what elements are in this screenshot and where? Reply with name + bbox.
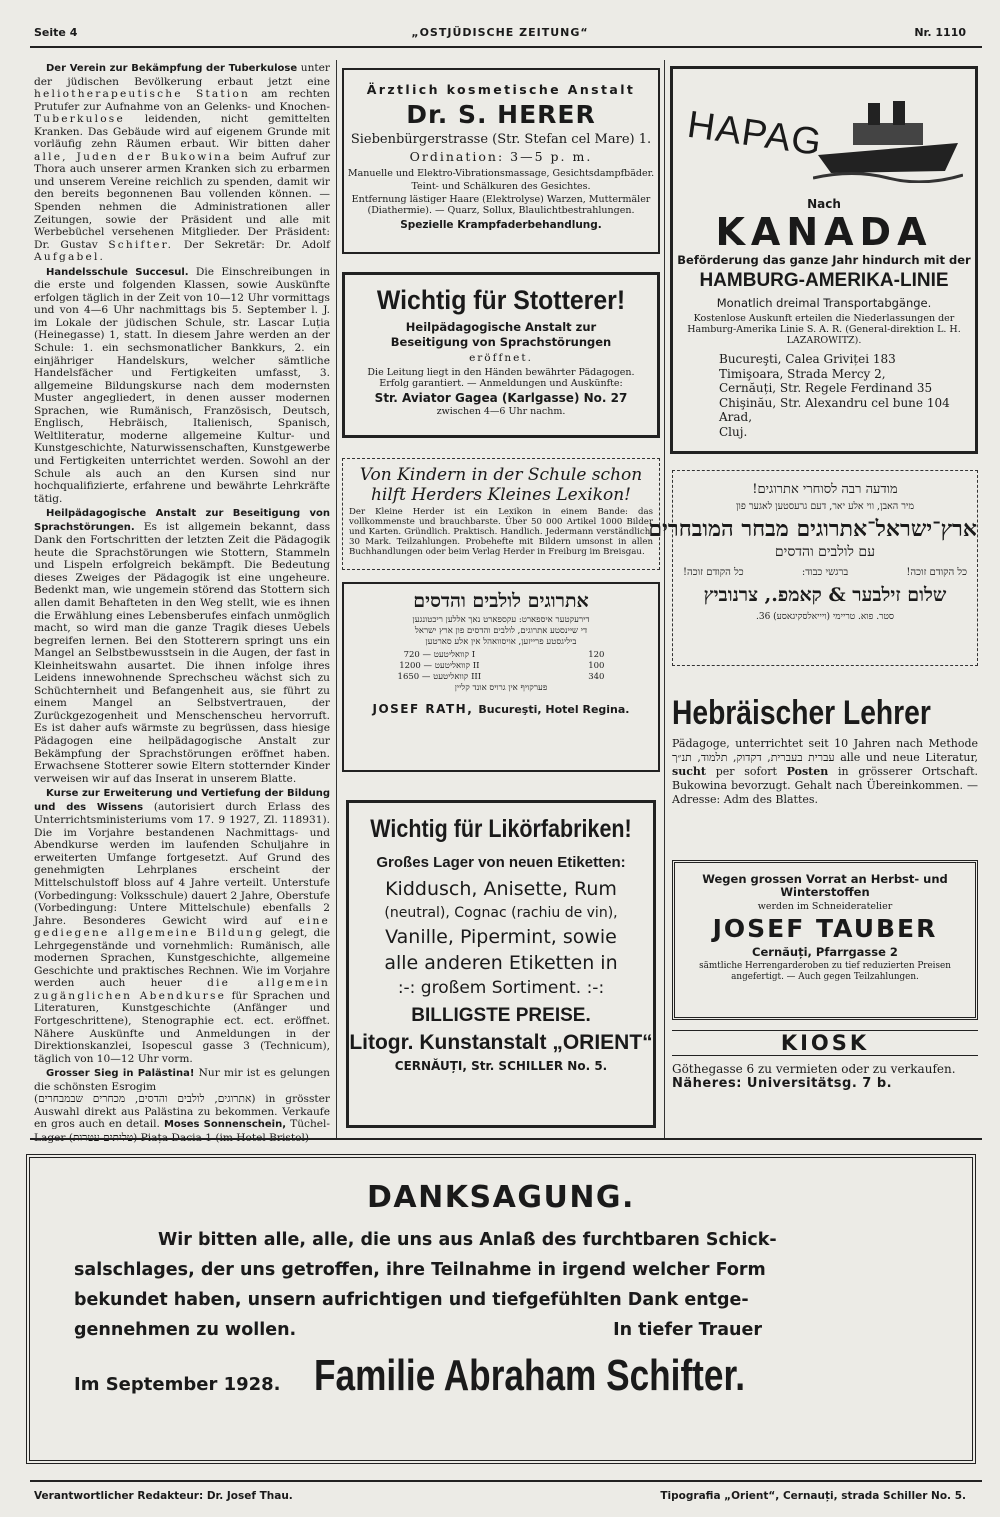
article-tuberkulose: Der Verein zur Bekämpfung der Tuberkulose unter der jüdischen Bevölkerung erbaut jetzt eine heliotherapeutische Station am rechten Prutufer zur Aufnahme von an Gelenks- und Knochen-Tuberkulose leidenden, nicht gemittelten Kranken. Das Gebäude wird auf eigenem Grunde mit vorläufig zehn Räumen erbaut. Wir bitten daher alle, Juden der Bukowina beim Aufruf zur Thora auch unserer armen Kranken sich zu erbarmen und unserem Vereine reichlich zu spenden, damit wir den bereits begonnenen Bau vollenden können. — Spenden nehmen die Administrationen aller Zeitungen, sowie der Präsident und alle mit Werbebüchel versehenen Mitglieder. Der Präsident: Dr. Gustav Schifter. Der Sekretär: Dr. Adolf Aufgabel.	[34, 62, 331, 264]
column-divider-1	[336, 60, 337, 1138]
ad-rath: אתרוגים לולבים והדסים דירעקטער איספארט: עקספארט נאך אללען ריכטונגען די שיינסטע אתרוגים, לולבים והדסים פון ארץ ישראל ביליגסטע פרייזען, אויסוואהל אין אלע סארטען 720 — קוואליטעט I 1200 — קוואליטעט II 1650 — קוואליטעט III 120 100 340 פערקויף אין גרויס אונד קליין JOSEF RATH, Bucureşti, Hotel Regina.	[342, 582, 660, 772]
dank-text: Wir bitten alle, alle, die uns aus Anlaß des furchtbaren Schick- salschlages, der uns getroffen, ihre Teilnahme in irgend welcher Form bekundet haben, unsern aufrichtigen und tiefgefühlten Dank entge- gennehmen zu wollen. In tiefer Trauer	[74, 1230, 777, 1340]
ad-stotterer: Wichtig für Stotterer! Heilpädagogische Anstalt zur Beseitigung von Sprachstörungen eröffnet. Die Leitung liegt in den Händen bewährter Pädagogen. Erfolg garantiert. — Anmeldungen und Auskünfte: Str. Aviator Gagea (Karlgasse) No. 27 zwischen 4—6 Uhr nachm.	[342, 272, 660, 438]
ad-lehrer: Hebräischer Lehrer Pädagoge, unterrichtet seit 10 Jahren nach Methode עברית בעברית, דקדוק, תלמוד, תנ״ך alle und neue Literatur, sucht per sofort Posten in grösserer Ortschaft. Bukowina bevorzugt. Gehalt nach Übereinkommen. — Adresse: Adm des Blattes.	[672, 694, 978, 806]
ship-icon	[813, 83, 963, 183]
page-number: Seite 4	[34, 26, 78, 39]
ad-hapag: HAPAG Nach KANADA Beförderung das ganze Jahr hindurch mit der HAMBURG-AMERIKA-LINIE Monatlich dreimal Transportabgänge. Kostenlose Auskunft erteilen die Niederlassungen der Hamburg-Amerika Linie S. A. R. (General-direktion L. H. LAZAROWITZ). Bucureşti, Calea Griviței 183 Timişoara, Strada Mercy 2, Cernăuți, Str. Regele Ferdinand 35 Chişinău, Str. Alexandru cel bune 104 Arad, Cluj.	[670, 66, 978, 454]
price-table: 720 — קוואליטעט I 1200 — קוואליטעט II 1650 — קוואליטעט III 120 100 340	[397, 650, 605, 682]
hapag-logo: HAPAG	[673, 69, 975, 197]
header-rule	[30, 46, 982, 48]
ad-herder: Von Kindern in der Schule schon hilft Herders Kleines Lexikon! Der Kleine Herder ist ein Lexikon in einem Bande: das vollkommenste und brauchbarste. Über 50 000 Artikel 1000 Bilder und Karten. Gründlich. Praktisch. Handlich. Jedermann verständlich. 30 Mark. Teilzahlungen. Probehefte mit Bildern umsonst in allen Buchhandlungen oder beim Verlag Herder in Freiburg im Breisgau.	[342, 458, 660, 570]
issue-number: Nr. 1110	[914, 26, 966, 39]
footer-rule	[30, 1480, 982, 1482]
ad-tauber: Wegen grossen Vorrat an Herbst- und Winterstoffen werden im Schneideratelier JOSEF TAUBER Cernăuți, Pfarrgasse 2 sämtliche Herrengarderoben zu tief reduzierten Preisen angefertigt. — Auch gegen Teilzahlungen.	[672, 860, 978, 1020]
lehrer-text: Pädagoge, unterrichtet seit 10 Jahren nach Methode עברית בעברית, דקדוק, תלמוד, תנ״ך alle und neue Literatur, sucht per sofort Posten in grösserer Ortschaft. Bukowina bevorzugt. Gehalt nach Übereinkommen. — Adresse: Adm des Blattes.	[672, 737, 978, 806]
article-kurse: Kurse zur Erweiterung und Vertiefung der Bildung und des Wissens (autorisiert durch Erlass des Unterrichtsministeriums vom 17. 9 1927, Zl. 118931). Die im Vorjahre bestandenen Nachmittags- und Abendkurse werden im laufenden Schuljahre in erweiterten Umfange fortgesetzt. Auf Grund des genehmigten Lehrplanes erscheint der Mittelschulstoff bloss auf 4 Jahre verteilt. Unterstufe (Vorbedingung: Volksschule) dauert 2 Jahre, Oberstufe (Vorbedingung: Untere Mittelschule) ebenfalls 2 Jahre. Besonderes Gewicht wird auf eine gediegene allgemeine Bildung gelegt, die Lehrgegenstände und vornehmlich: Rumänisch, alle modernen Sprachen, Kunstgeschichte, allgemeine Geschichte und praktisches Rechnen. Wie im Vorjahre werden auch heuer die allgemein zugänglichen Abendkurse für Sprachen und Literaturen, Kunstgeschichte (Anfänger und Fortgeschrittene), Stenographie ect. ect. eröffnet. Nähere Auskünfte und Anmeldungen in der Direktionskanzlei, Isopescul gasse 3 (Technicum), täglich von 10—12 Uhr vorm.	[34, 788, 331, 1065]
footer-editor: Verantwortlicher Redakteur: Dr. Josef Thau.	[34, 1490, 293, 1502]
ad-hebrew-etrogim: מודעה רבה לסוחרי אתרוגים! מיר האבן, ווי אלע יאר, דעם גרעסטען לאגער פון ארץ־ישראל־אתרוגים מבחר המובחרים עם לולבים והדסים כל הקודם זוכה! ברגשי כבוד: כל הקודם זוכה! שלום זילבער & קאמפ., צרנוביץ סטר. פוא. טריימי (ויייאלסקיגאסע) 36.	[672, 470, 978, 666]
article-heilpaedagogik: Heilpädagogische Anstalt zur Beseitigung von Sprachstörungen. Es ist allgemein bekannt, dass Dank den Fortschritten der letzten Zeit die Pädagogik heute die Sprachstörungen wie Stottern, Stammeln und Lispeln erfolgreich bekämpft. Die Bedeutung dieses Zweiges der Pädagogik ist eine ungeheure. Bedenkt man, wie ungemein störend das Stottern sich allen damit Behafteten in den Weg stellt, wie es ihnen die Erwählung eines Lebensberufes einfach unmöglich macht, so wird man die ganze Tragik dieses Uebels begreifen lernen. Bei den Stotterern springt uns ein Mangel an Selbstbewusstsein in die Augen, der fast in Kleinheitswahn ausartet. Die ihnen infolge ihres Leidens innewohnende Sprechscheu wächst sich zu Schüchternheit und Befangenheit aus, sie führt zu einem Mangel an Selbstvertrauen, der Zurückgezogenheit und Menschenscheu hervorruft. Es ist daher aufs wärmste zu begrüssen, dass hiesige Pädagogen eine heilpädagogische Anstalt zur Bekämpfung der Sprachstörungen eröffnet haben. Erwachsene Stotterer sowie Eltern stotternder Kinder verweisen wir auf das Inserat in unserem Blatte.	[34, 508, 331, 785]
article-handelsschule: Handelsschule Succesul. Die Einschreibungen in die erste und folgenden Klassen, sowie Auskünfte erfolgen täglich in der Zeit von 10—12 Uhr vormittags und von 4—6 Uhr nachmittags bis 5. September l. J. im Lokale der jüdischen Schule, str. Lascar Luția (Heinegasse) 1, statt. In diesem Jahre werden an der Schule: 1. ein sechsmonatlicher Bankkurs, 2. ein einjähriger Handelskurs, welcher sämtliche Handelsfächer und Fertigkeiten umfasst, 3. allgemeine Bildungskurse nach dem modernsten Muster angegliedert, in denen ausser modernen Sprachen, wie Rumänisch, Französisch, Deutsch, Englisch, Hebräisch, Italienisch, Spanisch, Weltliteratur, moderne allgemeine Kultur- und Kunstgeschichte, Naturwissenschaften, Kunstgewerbe und Fertigkeiten unterrichtet werden. Sowohl an der Schule als auch an den Kursen sind nur hochqualifizierte, erfahrene und bewährte Lehrkräfte tätig.	[34, 265, 330, 505]
bottom-rule	[30, 1138, 982, 1140]
hapag-addresses: Bucureşti, Calea Griviței 183 Timişoara, Strada Mercy 2, Cernăuți, Str. Regele Ferdinand 35 Chişinău, Str. Alexandru cel bune 104 Arad, Cluj.	[719, 352, 950, 439]
page-header	[34, 26, 966, 46]
article-esrogim: Grosser Sieg in Palästina! Nur mir ist es gelungen die schönsten Esrogim (אתרוגים, לולבים והדסים, מכחרים שבמבחרים) in grösster Auswahl direkt aus Palästina zu bekommen. Verkaufe en gros auch en detail. Moses Sonnenschein, Tüchel-	[34, 1067, 331, 1131]
ad-herer: Ärztlich kosmetische Anstalt Dr. S. HERER Siebenbürgerstrasse (Str. Stefan cel Mare) 1. Ordination: 3—5 p. m. Manuelle und Elektro-Vibrationsmassage, Gesichtsdampfbäder. Teint- und Schälkuren des Gesichtes. Entfernung lästiger Haare (Elektrolyse) Warzen, Muttermäler (Diathermie). — Quarz, Sollux, Blaulichtbestrahlungen. Spezielle Krampfaderbehandlung.	[342, 68, 660, 254]
ad-kiosk: KIOSK Göthegasse 6 zu vermieten oder zu verkaufen. Näheres: Universitätsg. 7 b.	[672, 1030, 978, 1091]
news-column	[34, 62, 330, 1146]
ad-likoer: Wichtig für Likörfabriken! Großes Lager von neuen Etiketten: Kiddusch, Anisette, Rum (neutral), Cognac (rachiu de vin), Vanille, Pipermint, sowie alle anderen Etiketten in :-: großem Sortiment. :-: BILLIGSTE PREISE. Litogr. Kunstanstalt „ORIENT“ CERNĂUȚI, Str. SCHILLER No. 5.	[346, 800, 656, 1128]
column-divider-2	[664, 60, 665, 1138]
footer-printer: Tipografia „Orient“, Cernauți, strada Schiller No. 5.	[660, 1490, 966, 1502]
paper-title: „OSTJÜDISCHE ZEITUNG“	[411, 26, 589, 39]
ad-danksagung: DANKSAGUNG. Wir bitten alle, alle, die uns aus Anlaß des furchtbaren Schick- salschlages, der uns getroffen, ihre Teilnahme in irgend welcher Form bekundet haben, unsern aufrichtigen und tiefgefühlten Dank entge- gennehmen zu wollen. In tiefer Trauer Im September 1928. Familie Abraham Schifter.	[26, 1154, 976, 1464]
